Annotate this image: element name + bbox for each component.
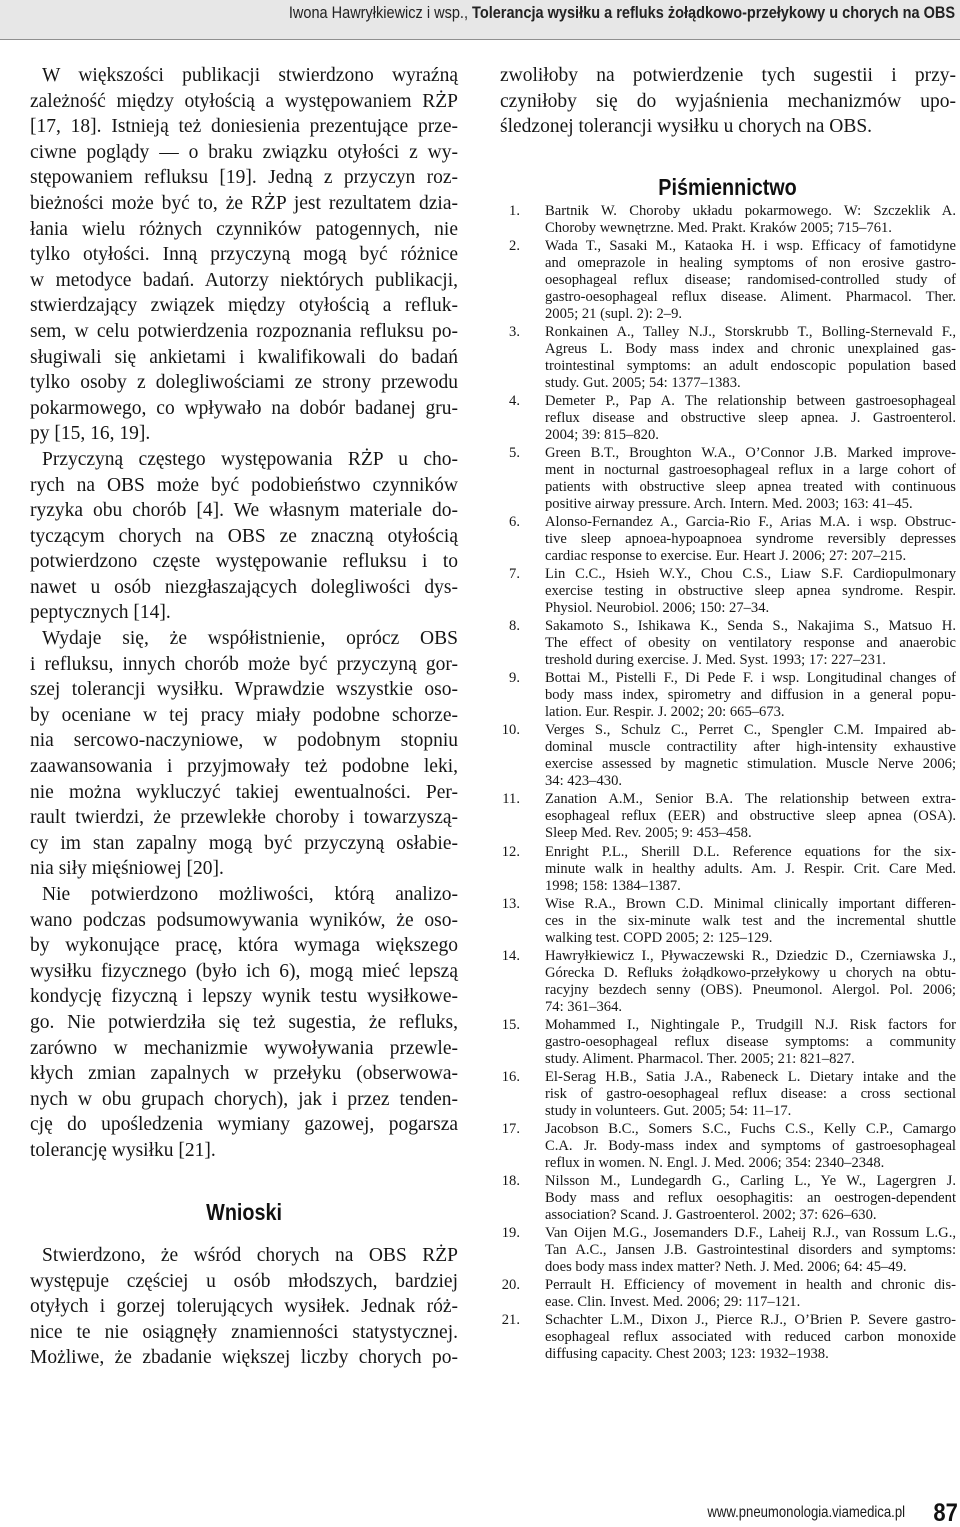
text-line: Nilsson M., Lundegardh G., Carling L., Ye W., Lagergren J. bbox=[545, 1173, 956, 1190]
reference-item bbox=[500, 618, 956, 669]
text-line: kondycję fizyczną i lepszy wynik testu wysiłkowe- bbox=[30, 986, 458, 1008]
reference-number: 19. bbox=[501, 1225, 520, 1242]
text-line: The effect of obesity on ventilatory response and anaerobic bbox=[545, 635, 956, 652]
text-line: Hawryłkiewicz I., Pływaczewski R., Dziedzic D., Czerniawska J., bbox=[545, 947, 956, 964]
text-line: 2005; 21 (supl. 2): 2–9. bbox=[545, 305, 683, 322]
text-line: występuje częściej u osób młodszych, bardziej bbox=[30, 1270, 458, 1292]
reference-item bbox=[500, 1121, 956, 1172]
text-line: śledzonej tolerancji wysiłku u chorych na OBS. bbox=[500, 116, 873, 138]
reference-number: 7. bbox=[509, 566, 520, 583]
text-line: 34: 423–430. bbox=[545, 773, 623, 790]
text-line: łania wielu różnych czynników patogennych, nie bbox=[30, 218, 458, 240]
text-line: and omeprazole in healing symptoms of non erosive gastro- bbox=[545, 254, 956, 271]
text-line: kłych zmian zapalnych w przełyku (obserwowa- bbox=[30, 1063, 458, 1085]
text-line: bieżności może być to, że RŻP jest rezultatem dzia- bbox=[30, 192, 458, 214]
text-line: py [15, 16, 19]. bbox=[30, 423, 151, 445]
text-line: 1998; 158: 1384–1387. bbox=[545, 877, 681, 894]
text-line: by wykonujące pracę, która wymaga większego bbox=[30, 935, 458, 957]
text-line: potwierdzono częste występowanie refluksu i to bbox=[30, 551, 458, 573]
paragraph bbox=[30, 63, 458, 447]
reference-text bbox=[545, 791, 956, 842]
reference-number: 16. bbox=[501, 1068, 520, 1085]
text-line: zaawansowania i przyjmowały też podobne leki, bbox=[30, 756, 458, 778]
text-line: positive airway pressure. Arch. Intern. Med. 2003; 163: 41–45. bbox=[545, 495, 913, 512]
reference-item bbox=[500, 238, 956, 323]
reference-text bbox=[545, 445, 956, 513]
reference-number: 14. bbox=[501, 947, 520, 964]
text-line: treshold during exercise. J. Med. Syst. 1993; 17: 227–231. bbox=[545, 652, 886, 669]
text-line: w metodyce badań. Autorzy niektórych publikacji, bbox=[30, 269, 458, 291]
text-line: Sakamoto S., Ishikawa K., Senda S., Nakajima S., Matsuo H. bbox=[545, 618, 956, 635]
text-line: racyjny bezdech senny (OBS). Pneumonol. Alergol. Pol. 2006; bbox=[545, 981, 956, 998]
reference-item bbox=[500, 1017, 956, 1068]
journal-website-url: www.pneumonologia.viamedica.pl bbox=[707, 1504, 905, 1521]
reference-text bbox=[545, 324, 956, 392]
text-line: study. Aliment. Pharmacol. Ther. 2005; 21: 821–827. bbox=[545, 1050, 855, 1067]
text-line: nawet u osób niezgłaszających dolegliwości dys- bbox=[30, 576, 458, 598]
text-line: Verges S., Schulz C., Perret C., Spengler C.M. Impaired ab- bbox=[545, 722, 956, 739]
text-line: Perrault H. Efficiency of movement in health and chronic dis- bbox=[545, 1277, 956, 1294]
reference-number: 20. bbox=[501, 1277, 520, 1294]
text-line: esophageal reflux (EER) and obstructive sleep apnea (OSA). bbox=[545, 808, 956, 825]
conclusions-continuation-text bbox=[500, 63, 956, 140]
reference-item bbox=[500, 445, 956, 513]
text-line: sługiwali się ankietami i kwalifikowali do badań bbox=[30, 346, 458, 368]
reference-item bbox=[500, 722, 956, 790]
paragraph bbox=[30, 626, 458, 882]
running-header-text bbox=[289, 3, 955, 23]
text-line: study in volunteers. Gut. 2005; 54: 11–17. bbox=[545, 1102, 792, 1119]
text-line: szej tolerancji wysiłku. Wprawdzie wszystkie oso- bbox=[30, 679, 458, 701]
text-line: El-Serag H.B., Satia J.A., Rabeneck L. Dietary intake and the bbox=[545, 1068, 956, 1085]
reference-item bbox=[500, 1277, 956, 1311]
text-line: ces in the six-minute walk test and the incremental shuttle bbox=[545, 912, 956, 929]
text-line: cję do upośledzenia wymiany gazowej, pogarsza bbox=[30, 1114, 458, 1136]
text-line: peptycznych [14]. bbox=[30, 602, 171, 624]
text-line: patients with obstructive sleep apnea treated with continuous bbox=[545, 478, 956, 495]
text-line: lation. Eur. Respir. J. 2002; 20: 665–673. bbox=[545, 704, 785, 721]
text-line: by oceniane w tej pracy miały podobne schorze- bbox=[30, 704, 458, 726]
text-line: zwoliłoby na potwierdzenie tych sugestii i przy- bbox=[500, 65, 956, 86]
text-line: Schachter L.M., Dixon J., Pierce R.J., O’Brien P. Severe gastro- bbox=[545, 1312, 956, 1329]
reference-number: 12. bbox=[501, 843, 520, 860]
text-line: Stwierdzono, że wśród chorych na OBS RŻP bbox=[42, 1245, 458, 1266]
text-line: nia siły mięśniowej [20]. bbox=[30, 858, 224, 880]
reference-number: 9. bbox=[509, 670, 520, 687]
text-line: nych w obu grupach chorych), jak i przez tenden- bbox=[30, 1088, 458, 1110]
reference-text bbox=[545, 1277, 956, 1311]
text-line: oesophageal reflux disease; randomised-controlled study of bbox=[545, 271, 956, 288]
running-header-title: Tolerancja wysiłku a refluks żołądkowo-przełykowy u chorych na OBS bbox=[471, 4, 955, 22]
reference-text bbox=[545, 1225, 956, 1276]
text-line: tylko osoby z dolegliwościami ze strony przewodu bbox=[30, 372, 458, 394]
text-line: nice te nie osiągnęły znamienności statystycznej. bbox=[30, 1321, 458, 1343]
reference-number: 13. bbox=[501, 895, 520, 912]
text-line: Przyczyną częstego występowania RŻP u cho- bbox=[42, 448, 458, 470]
section-heading-conclusions bbox=[30, 1197, 458, 1227]
reference-number: 18. bbox=[501, 1173, 520, 1190]
text-line: wysiłku fizycznego (było ich 6), mogą mieć lepszą bbox=[30, 960, 458, 982]
section-heading-references bbox=[500, 172, 956, 202]
reference-text bbox=[545, 618, 956, 669]
text-line: exercise assessed by magnetic stimulation. Muscle Nerve 2006; bbox=[545, 756, 956, 773]
reference-number: 8. bbox=[509, 618, 520, 635]
reference-text bbox=[545, 566, 956, 617]
text-line: 2004; 39: 815–820. bbox=[545, 426, 659, 443]
reference-text bbox=[545, 722, 956, 790]
conclusions-text bbox=[30, 1243, 458, 1371]
text-line: W większości publikacji stwierdzono wyraźną bbox=[42, 65, 458, 86]
text-line: i refluksu, innych chorób może być przyczyną gor- bbox=[30, 653, 458, 675]
reference-number: 17. bbox=[501, 1121, 520, 1137]
text-line: cardiac response to exercise. Eur. Heart J. 2006; 27: 207–215. bbox=[545, 547, 907, 564]
reference-text bbox=[545, 238, 956, 323]
text-line: tylko otyłości. Inną przyczyną mogą być różnice bbox=[30, 244, 458, 266]
text-line: ryzyka obu chorób [4]. We własnym materiale do- bbox=[30, 500, 458, 522]
text-line: does body mass index matter? Neth. J. Med. 2006; 64: 45–49. bbox=[545, 1259, 907, 1276]
reference-item bbox=[500, 1173, 956, 1224]
reference-text bbox=[545, 896, 956, 947]
reference-number: 11. bbox=[502, 791, 520, 808]
text-line: body mass index, spirometry and diffusion in a general popu- bbox=[545, 687, 956, 704]
reference-item bbox=[500, 670, 956, 721]
reference-item bbox=[500, 1312, 956, 1363]
text-line: wano podczas podsumowywania wyników, że oso- bbox=[30, 909, 458, 931]
text-line: zależność między otyłością a występowaniem RŻP bbox=[30, 90, 458, 112]
text-line: rault twierdzi, że przewlekłe choroby i towarzyszą- bbox=[30, 807, 458, 829]
text-line: nie można wykluczyć takiej ewentualności. Per- bbox=[30, 781, 458, 803]
text-line: Wydaje się, że współistnienie, oprócz OBS bbox=[42, 628, 458, 650]
reference-number: 10. bbox=[501, 722, 520, 739]
text-line: reflux in women. N. Engl. J. Med. 2006; 354: 2340–2348. bbox=[545, 1155, 885, 1171]
reference-text bbox=[545, 393, 956, 444]
reference-text bbox=[545, 514, 956, 565]
text-line: stępowaniem refluksu [19]. Jedną z przyczyn roz- bbox=[30, 167, 458, 189]
reference-text bbox=[545, 203, 956, 237]
text-line: Możliwe, że zbadanie większej liczby chorych po- bbox=[30, 1347, 458, 1369]
text-line: Sleep Med. Rev. 2005; 9: 453–458. bbox=[545, 825, 752, 842]
reference-text bbox=[545, 670, 956, 721]
page-number: 87 bbox=[933, 1499, 958, 1527]
text-line: study. Gut. 2005; 54: 1377–1383. bbox=[545, 374, 741, 391]
text-line: risk of gastro-oesophageal reflux disease: a cross sectional bbox=[545, 1085, 956, 1102]
reference-number: 5. bbox=[509, 444, 520, 461]
text-line: Enright P.L., Sherill D.L. Reference equations for the six- bbox=[545, 843, 956, 860]
text-line: tyczącym chorych na OBS ze znaczną otyłością bbox=[30, 525, 458, 547]
section-heading-references-label: Piśmiennictwo bbox=[658, 174, 798, 200]
reference-item bbox=[500, 514, 956, 565]
text-line: Lin C.C., Hsieh W.Y., Chou C.S., Liaw S.F. Cardiopulmonary bbox=[545, 566, 956, 583]
section-heading-conclusions-label: Wnioski bbox=[206, 1199, 282, 1225]
text-line: ment in nocturnal gastroesophageal reflux in a large cohort of bbox=[545, 461, 956, 478]
text-line: Wise R.A., Brown C.D. Minimal clinically important differen- bbox=[545, 895, 956, 912]
text-line: Bottai M., Pistelli F., Di Pede F. i wsp. Longitudinal changes of bbox=[545, 670, 956, 687]
text-line: Van Oijen M.G., Josemanders D.F., Laheij R.J., van Rossum L.G., bbox=[545, 1225, 956, 1242]
reference-text bbox=[545, 1121, 956, 1172]
text-line: association? Scand. J. Gastroenterol. 2002; 37: 626–630. bbox=[545, 1207, 877, 1224]
text-line: Wada T., Sasaki M., Kataoka H. i wsp. Efficacy of famotidyne bbox=[545, 237, 956, 254]
text-line: Zanation A.M., Senior B.A. The relationship between extra- bbox=[545, 791, 956, 808]
text-line: esophageal reflux associated with reduced carbon monoxide bbox=[545, 1329, 956, 1346]
reference-item bbox=[500, 203, 956, 237]
reference-text bbox=[545, 844, 956, 895]
text-line: Alonso-Fernandez A., Garcia-Rio F., Arias M.A. i wsp. Obstruc- bbox=[545, 513, 956, 530]
reference-number: 1. bbox=[509, 202, 520, 219]
text-line: gastro-oesophageal reflux disease. Aliment. Pharmacol. Ther. bbox=[545, 288, 956, 305]
reference-text bbox=[545, 1173, 956, 1224]
text-line: rych na OBS może być podobieństwo czynników bbox=[30, 474, 458, 496]
reference-number: 2. bbox=[509, 237, 520, 254]
text-line: gastro-oesophageal reflux disease symptoms: a community bbox=[545, 1033, 956, 1050]
text-line: Demeter P., Pap A. The relationship between gastroesophageal bbox=[545, 392, 956, 409]
reference-number: 3. bbox=[509, 323, 520, 340]
reference-text bbox=[545, 1069, 956, 1120]
text-line: cy im stan zapalny mogą być przyczyną osłabie- bbox=[30, 832, 458, 854]
reference-number: 15. bbox=[501, 1016, 520, 1033]
text-line: tive sleep apnoea-hypoapnoea syndrome reversibly depresses bbox=[545, 530, 956, 547]
text-line: Body mass and reflux oesophagitis: an oestrogen-dependent bbox=[545, 1190, 956, 1207]
discussion-text bbox=[30, 63, 458, 1164]
reference-item bbox=[500, 324, 956, 392]
reference-item bbox=[500, 844, 956, 895]
text-line: Ronkainen A., Talley N.J., Storskrubb T., Bolling-Sternevald F., bbox=[545, 323, 956, 340]
reference-text bbox=[545, 1017, 956, 1068]
text-line: Agreus L. Body mass index and chronic unexplained gas- bbox=[545, 340, 956, 357]
reference-text bbox=[545, 1312, 956, 1363]
text-line: zarówno w mechanizmie wywoływania przewle- bbox=[30, 1037, 458, 1059]
text-line: ease. Clin. Invest. Med. 2006; 29: 117–121. bbox=[545, 1294, 801, 1311]
text-line: dominal muscle contractility after high-intensity exhaustive bbox=[545, 739, 956, 756]
paragraph bbox=[30, 447, 458, 626]
text-line: ciwne poglądy — o braku związku otyłości z wy- bbox=[30, 141, 458, 163]
paragraph bbox=[30, 882, 458, 1164]
text-line: exercise testing in obstructive sleep apnea syndrome. Respir. bbox=[545, 583, 956, 600]
reference-item bbox=[500, 566, 956, 617]
running-header bbox=[0, 0, 960, 40]
text-line: C.A. Jr. Body-mass index and symptoms of gastroesophageal bbox=[545, 1138, 956, 1154]
reference-number: 4. bbox=[509, 392, 520, 409]
reference-number: 6. bbox=[509, 513, 520, 530]
text-line: sem, w celu potwierdzenia rozpoznania refluksu po- bbox=[30, 320, 458, 342]
text-line: 74: 361–364. bbox=[545, 998, 623, 1015]
reference-item bbox=[500, 948, 956, 1016]
text-line: [17, 18]. Istnieją też doniesienia prezentujące prze- bbox=[30, 116, 458, 138]
reference-item bbox=[500, 393, 956, 444]
reference-list bbox=[500, 203, 956, 1364]
text-line: trointestinal symptoms: an adult endoscopic population based bbox=[545, 357, 956, 374]
reference-number: 21. bbox=[501, 1312, 520, 1329]
reference-text bbox=[545, 948, 956, 1016]
text-line: Górecka D. Refluks żołądkowo-przełykowy u chorych na obtu- bbox=[545, 964, 956, 981]
text-line: czyniłoby się do wyjaśnienia mechanizmów upo- bbox=[500, 90, 956, 112]
text-line: nia sercowo-naczyniowe, w podobnym stopniu bbox=[30, 730, 458, 752]
text-line: Bartnik W. Choroby układu pokarmowego. W: Szczeklik A. bbox=[545, 202, 956, 219]
reference-item bbox=[500, 896, 956, 947]
text-line: otyłych i gorzej tolerujących wysiłek. Jednak róż- bbox=[30, 1296, 458, 1318]
reference-item bbox=[500, 791, 956, 842]
text-line: stwierdzający związek między otyłością a refluk- bbox=[30, 295, 458, 317]
text-line: reflux disease and obstructive sleep apnea. J. Gastroenterol. bbox=[545, 409, 956, 426]
text-line: tolerancję wysiłku [21]. bbox=[30, 1139, 216, 1161]
text-line: Choroby wewnętrzne. Med. Prakt. Kraków 2005; 715–761. bbox=[545, 219, 892, 236]
text-line: pokarmowego, co wpływało na dobór badanej gru- bbox=[30, 397, 458, 419]
text-line: go. Nie potwierdziła się też sugestia, że refluks, bbox=[30, 1011, 458, 1033]
text-line: Green B.T., Broughton W.A., O’Connor J.B. Marked improve- bbox=[545, 444, 956, 461]
reference-item bbox=[500, 1225, 956, 1276]
text-line: Physiol. Neurobiol. 2006; 150: 27–34. bbox=[545, 600, 770, 617]
text-line: Mohammed I., Nightingale P., Trudgill N.J. Risk factors for bbox=[545, 1016, 956, 1033]
text-line: diffusing capacity. Chest 2003; 123: 1932–1938. bbox=[545, 1346, 829, 1363]
text-line: walking test. COPD 2005; 2: 125–129. bbox=[545, 929, 773, 946]
text-line: Nie potwierdzono możliwości, którą analizo- bbox=[42, 884, 458, 905]
text-line: Tan A.C., Jansen J.B. Gastrointestinal disorders and symptoms: bbox=[545, 1242, 956, 1259]
running-header-authors: Iwona Hawryłkiewicz i wsp., bbox=[288, 4, 468, 22]
text-line: Jacobson B.C., Somers S.C., Fuchs C.S., Kelly C.P., Camargo bbox=[545, 1121, 956, 1137]
reference-item bbox=[500, 1069, 956, 1120]
text-line: minute walk in healthy adults. Am. J. Respir. Crit. Care Med. bbox=[545, 860, 956, 877]
